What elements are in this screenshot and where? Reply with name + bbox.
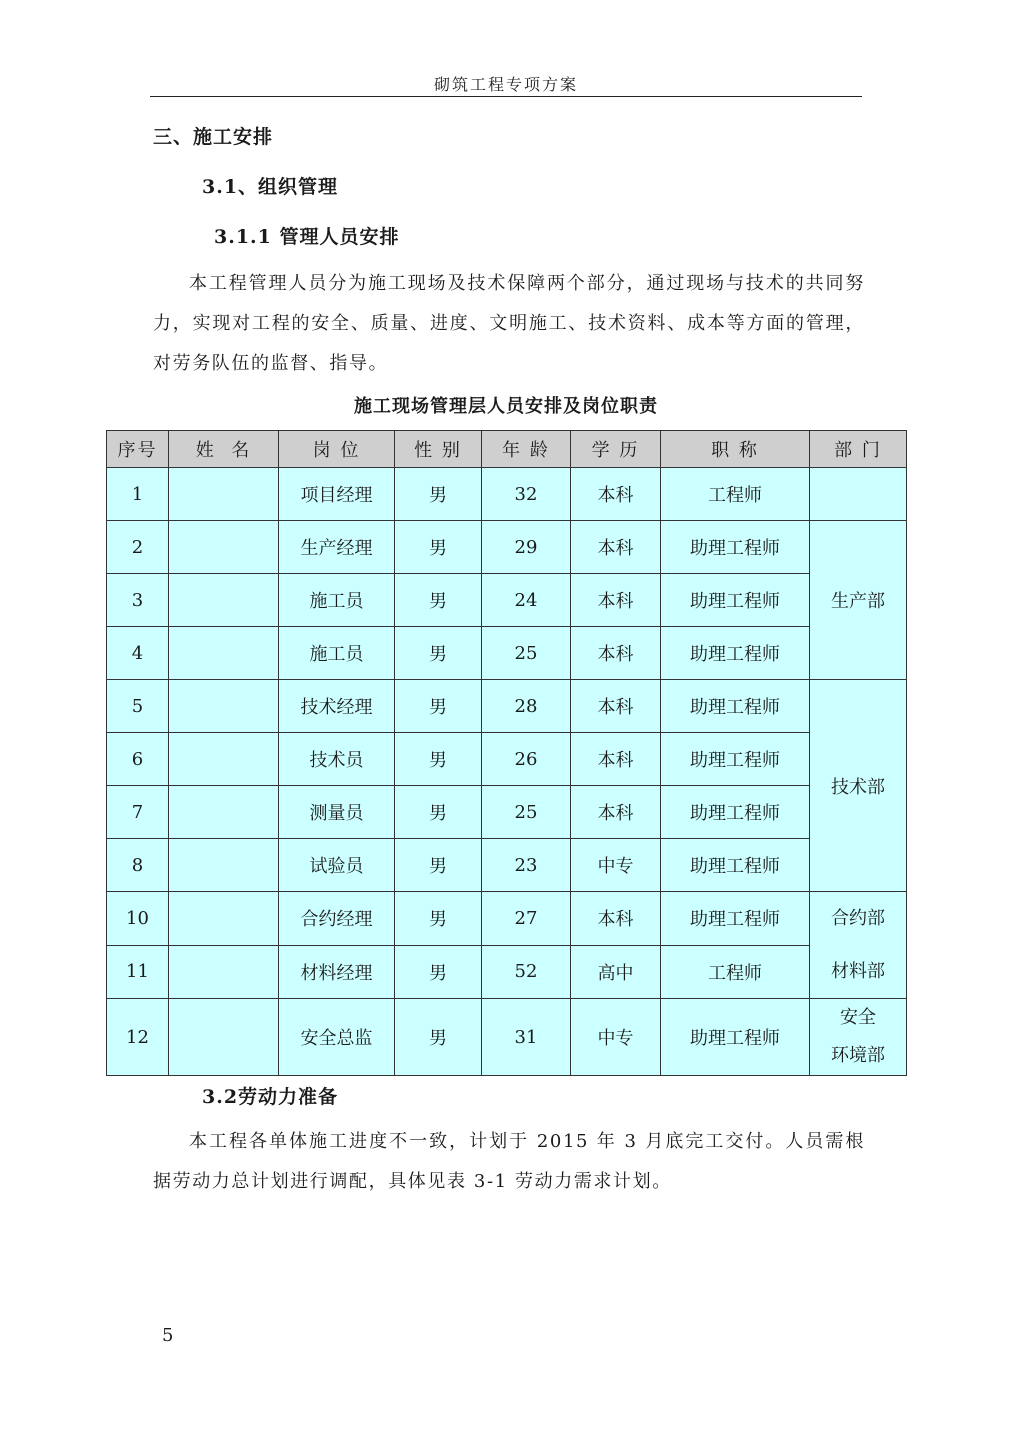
cell-name bbox=[169, 733, 279, 786]
section-heading: 三、施工安排 bbox=[153, 126, 274, 148]
dept-material-label: 材料部 bbox=[831, 961, 885, 982]
cell-gender: 男 bbox=[395, 574, 482, 627]
table-title: 施工现场管理层人员安排及岗位职责 bbox=[354, 396, 658, 417]
cell-education: 本科 bbox=[571, 892, 661, 946]
cell-education: 高中 bbox=[571, 945, 661, 999]
cell-gender: 男 bbox=[395, 945, 482, 999]
cell-name bbox=[169, 786, 279, 839]
cell-age: 24 bbox=[482, 574, 571, 627]
col-header-gender: 性 别 bbox=[395, 431, 482, 468]
cell-department bbox=[810, 468, 907, 521]
cell-name bbox=[169, 892, 279, 946]
cell-department-technical: 技术部 bbox=[810, 680, 907, 892]
page-number: 5 bbox=[162, 1325, 174, 1346]
table-row bbox=[107, 945, 907, 999]
cell-post: 施工员 bbox=[279, 574, 395, 627]
table-row bbox=[107, 468, 907, 521]
cell-title: 助理工程师 bbox=[661, 574, 810, 627]
table-row bbox=[107, 680, 907, 733]
cell-no: 2 bbox=[107, 521, 169, 574]
cell-department-contract-material bbox=[810, 892, 907, 999]
labor-paragraph: 本工程各单体施工进度不一致，计划于 2015 年 3 月底完工交付。人员需根据劳动力总计划进行调配，具体见表 3-1 劳动力需求计划。 bbox=[153, 1131, 865, 1192]
cell-no: 10 bbox=[107, 892, 169, 946]
cell-name bbox=[169, 945, 279, 999]
cell-title: 工程师 bbox=[661, 468, 810, 521]
cell-education: 本科 bbox=[571, 680, 661, 733]
cell-education: 本科 bbox=[571, 627, 661, 680]
cell-age: 31 bbox=[482, 999, 571, 1076]
cell-title: 助理工程师 bbox=[661, 521, 810, 574]
col-header-education: 学 历 bbox=[571, 431, 661, 468]
col-header-name: 姓 名 bbox=[169, 431, 279, 468]
cell-gender: 男 bbox=[395, 627, 482, 680]
cell-name bbox=[169, 468, 279, 521]
cell-education: 本科 bbox=[571, 574, 661, 627]
cell-education: 本科 bbox=[571, 733, 661, 786]
cell-department-safety bbox=[810, 999, 907, 1076]
cell-post: 安全总监 bbox=[279, 999, 395, 1076]
table-row bbox=[107, 786, 907, 839]
cell-post: 技术经理 bbox=[279, 680, 395, 733]
cell-name bbox=[169, 627, 279, 680]
cell-no: 8 bbox=[107, 839, 169, 892]
col-header-age: 年 龄 bbox=[482, 431, 571, 468]
subsection-heading: 3.1、组织管理 bbox=[202, 176, 339, 198]
cell-age: 25 bbox=[482, 786, 571, 839]
cell-post: 合约经理 bbox=[279, 892, 395, 946]
cell-no: 6 bbox=[107, 733, 169, 786]
cell-no: 12 bbox=[107, 999, 169, 1076]
cell-gender: 男 bbox=[395, 521, 482, 574]
dept-contract-label: 合约部 bbox=[831, 908, 885, 929]
cell-education: 本科 bbox=[571, 521, 661, 574]
cell-gender: 男 bbox=[395, 839, 482, 892]
dept-safety-line2: 环境部 bbox=[831, 1045, 885, 1066]
cell-no: 5 bbox=[107, 680, 169, 733]
cell-gender: 男 bbox=[395, 999, 482, 1076]
cell-name bbox=[169, 574, 279, 627]
cell-name bbox=[169, 999, 279, 1076]
cell-no: 7 bbox=[107, 786, 169, 839]
cell-age: 25 bbox=[482, 627, 571, 680]
table-row bbox=[107, 733, 907, 786]
cell-title: 助理工程师 bbox=[661, 786, 810, 839]
col-header-department: 部 门 bbox=[810, 431, 907, 468]
cell-gender: 男 bbox=[395, 892, 482, 946]
cell-age: 27 bbox=[482, 892, 571, 946]
cell-education: 本科 bbox=[571, 786, 661, 839]
cell-title: 助理工程师 bbox=[661, 680, 810, 733]
cell-department-production: 生产部 bbox=[810, 521, 907, 680]
staff-table bbox=[106, 430, 907, 1076]
cell-title: 助理工程师 bbox=[661, 999, 810, 1076]
cell-age: 28 bbox=[482, 680, 571, 733]
cell-no: 1 bbox=[107, 468, 169, 521]
table-row bbox=[107, 627, 907, 680]
cell-name bbox=[169, 521, 279, 574]
cell-post: 项目经理 bbox=[279, 468, 395, 521]
cell-education: 中专 bbox=[571, 999, 661, 1076]
subsubsection-heading: 3.1.1 管理人员安排 bbox=[214, 226, 400, 248]
col-header-no: 序号 bbox=[107, 431, 169, 468]
cell-title: 助理工程师 bbox=[661, 627, 810, 680]
cell-gender: 男 bbox=[395, 680, 482, 733]
table-row bbox=[107, 839, 907, 892]
cell-age: 26 bbox=[482, 733, 571, 786]
cell-title: 助理工程师 bbox=[661, 839, 810, 892]
cell-gender: 男 bbox=[395, 786, 482, 839]
cell-name bbox=[169, 839, 279, 892]
cell-no: 4 bbox=[107, 627, 169, 680]
cell-post: 施工员 bbox=[279, 627, 395, 680]
cell-title: 助理工程师 bbox=[661, 733, 810, 786]
cell-age: 29 bbox=[482, 521, 571, 574]
table-row bbox=[107, 574, 907, 627]
cell-no: 11 bbox=[107, 945, 169, 999]
cell-post: 试验员 bbox=[279, 839, 395, 892]
col-header-post: 岗 位 bbox=[279, 431, 395, 468]
cell-age: 32 bbox=[482, 468, 571, 521]
cell-gender: 男 bbox=[395, 468, 482, 521]
header-divider bbox=[150, 96, 862, 97]
running-header: 砌筑工程专项方案 bbox=[433, 75, 578, 94]
table-header-row bbox=[107, 431, 907, 468]
table-row bbox=[107, 999, 907, 1076]
table-row bbox=[107, 521, 907, 574]
cell-education: 中专 bbox=[571, 839, 661, 892]
cell-education: 本科 bbox=[571, 468, 661, 521]
cell-age: 23 bbox=[482, 839, 571, 892]
cell-post: 生产经理 bbox=[279, 521, 395, 574]
cell-post: 测量员 bbox=[279, 786, 395, 839]
cell-no: 3 bbox=[107, 574, 169, 627]
intro-paragraph: 本工程管理人员分为施工现场及技术保障两个部分，通过现场与技术的共同努力，实现对工程的安全、质量、进度、文明施工、技术资料、成本等方面的管理，对劳务队伍的监督、指导。 bbox=[153, 273, 865, 374]
cell-title: 工程师 bbox=[661, 945, 810, 999]
cell-name bbox=[169, 680, 279, 733]
table-row bbox=[107, 892, 907, 946]
cell-gender: 男 bbox=[395, 733, 482, 786]
cell-post: 材料经理 bbox=[279, 945, 395, 999]
cell-title: 助理工程师 bbox=[661, 892, 810, 946]
col-header-title: 职 称 bbox=[661, 431, 810, 468]
cell-age: 52 bbox=[482, 945, 571, 999]
section-3-2-heading: 3.2劳动力准备 bbox=[202, 1086, 339, 1108]
dept-safety-line1: 安全 bbox=[840, 1007, 876, 1028]
cell-post: 技术员 bbox=[279, 733, 395, 786]
